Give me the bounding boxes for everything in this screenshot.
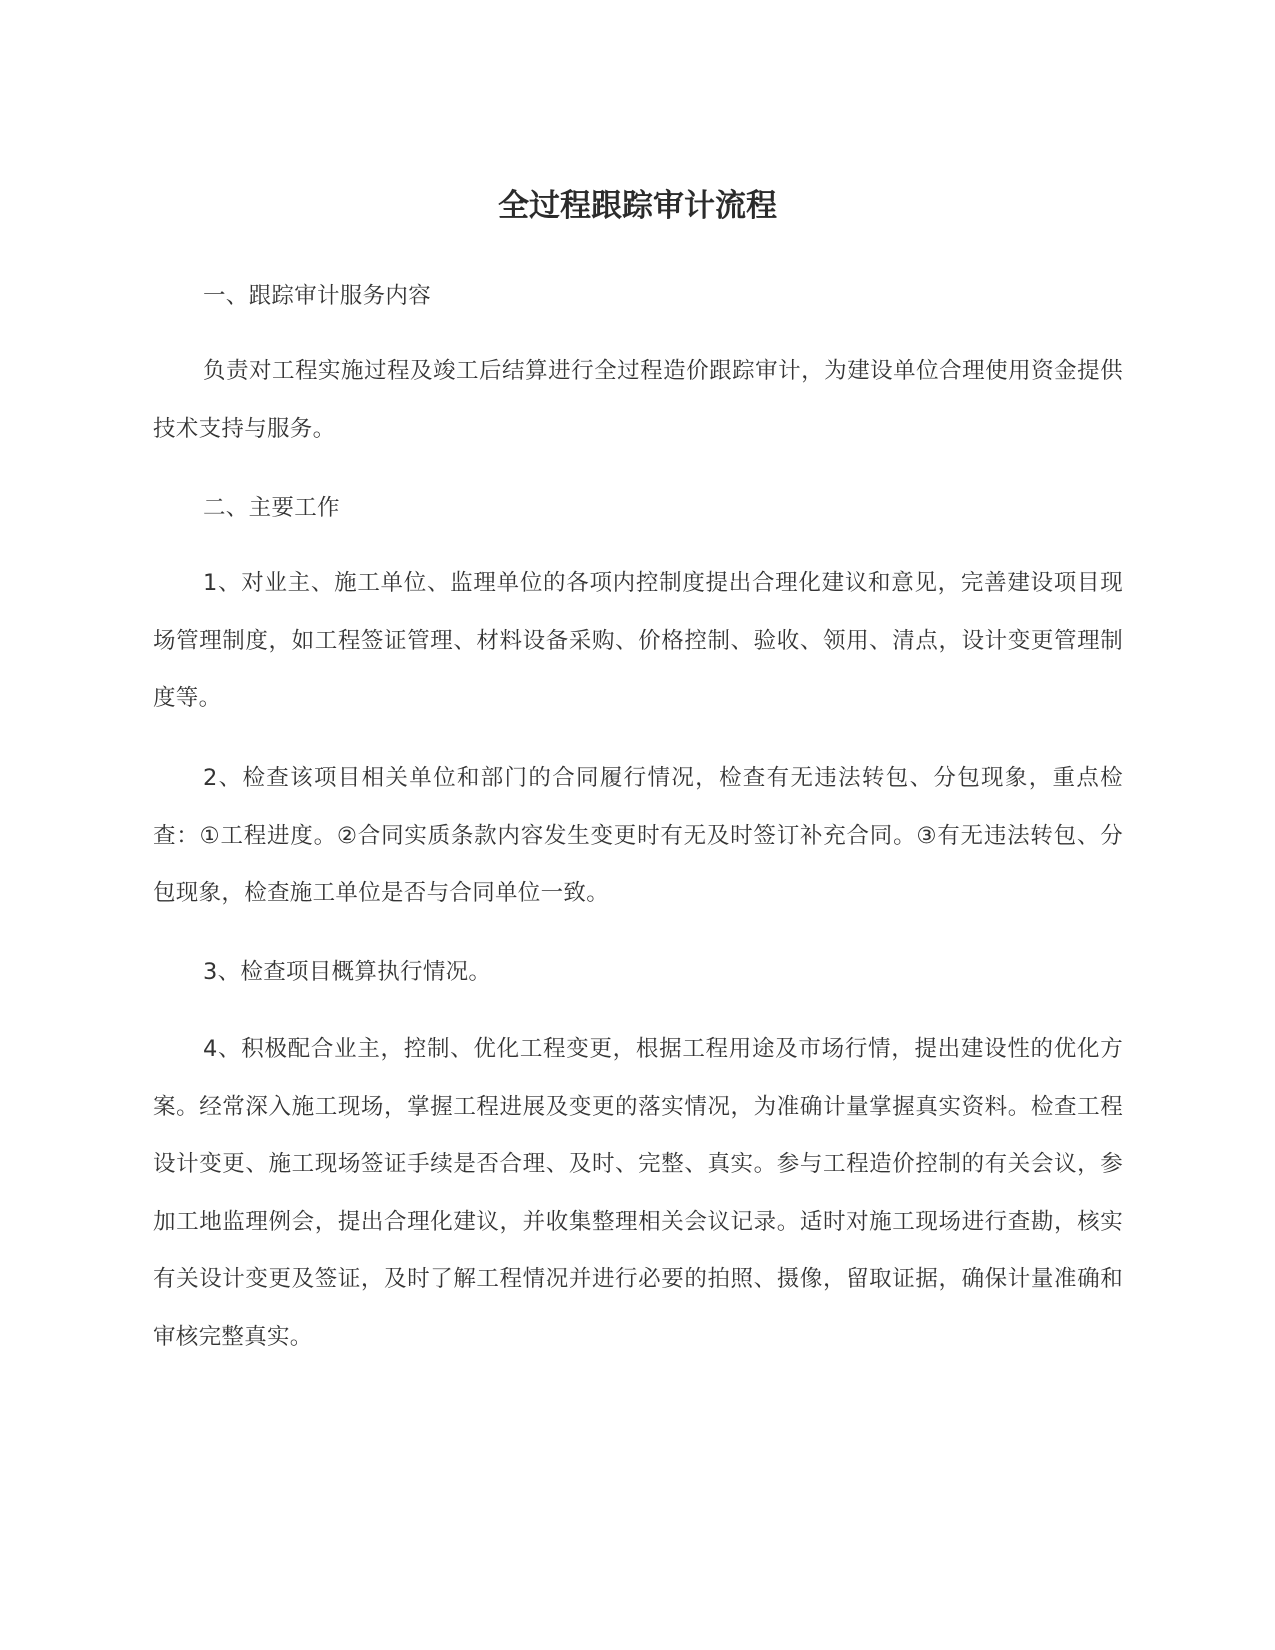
section-heading-main-work: 二、主要工作 [203,495,340,521]
work-item-3: 3、检查项目概算执行情况。 [203,959,492,985]
section-heading-service-content: 一、跟踪审计服务内容 [203,283,432,309]
work-item-2: 2、检查该项目相关单位和部门的合同履行情况，检查有无违法转包、分包现象，重点检查：①工程进度。②合同实质条款内容发生变更时有无及时签订补充合同。③有无违法转包、分包现象，检查施工单位是否与合同单位一致。 [153,765,1123,906]
work-item-1: 1、对业主、施工单位、监理单位的各项内控制度提出合理化建议和意见，完善建设项目现场管理制度，如工程签证管理、材料设备采购、价格控制、验收、领用、清点，设计变更管理制度等。 [153,570,1123,711]
paragraph-service-description: 负责对工程实施过程及竣工后结算进行全过程造价跟踪审计，为建设单位合理使用资金提供技术支持与服务。 [153,358,1123,442]
work-item-4: 4、积极配合业主，控制、优化工程变更，根据工程用途及市场行情，提出建设性的优化方案。经常深入施工现场，掌握工程进展及变更的落实情况，为准确计量掌握真实资料。检查工程设计变更、施工现场签证手续是否合理、及时、完整、真实。参与工程造价控制的有关会议，参加工地监理例会，提出合理化建议，并收集整理相关会议记录。适时对施工现场进行查勘，核实有关设计变更及签证，及时了解工程情况并进行必要的拍照、摄像，留取证据，确保计量准确和审核完整真实。 [153,1036,1123,1350]
document-title: 全过程跟踪审计流程 [498,188,777,224]
